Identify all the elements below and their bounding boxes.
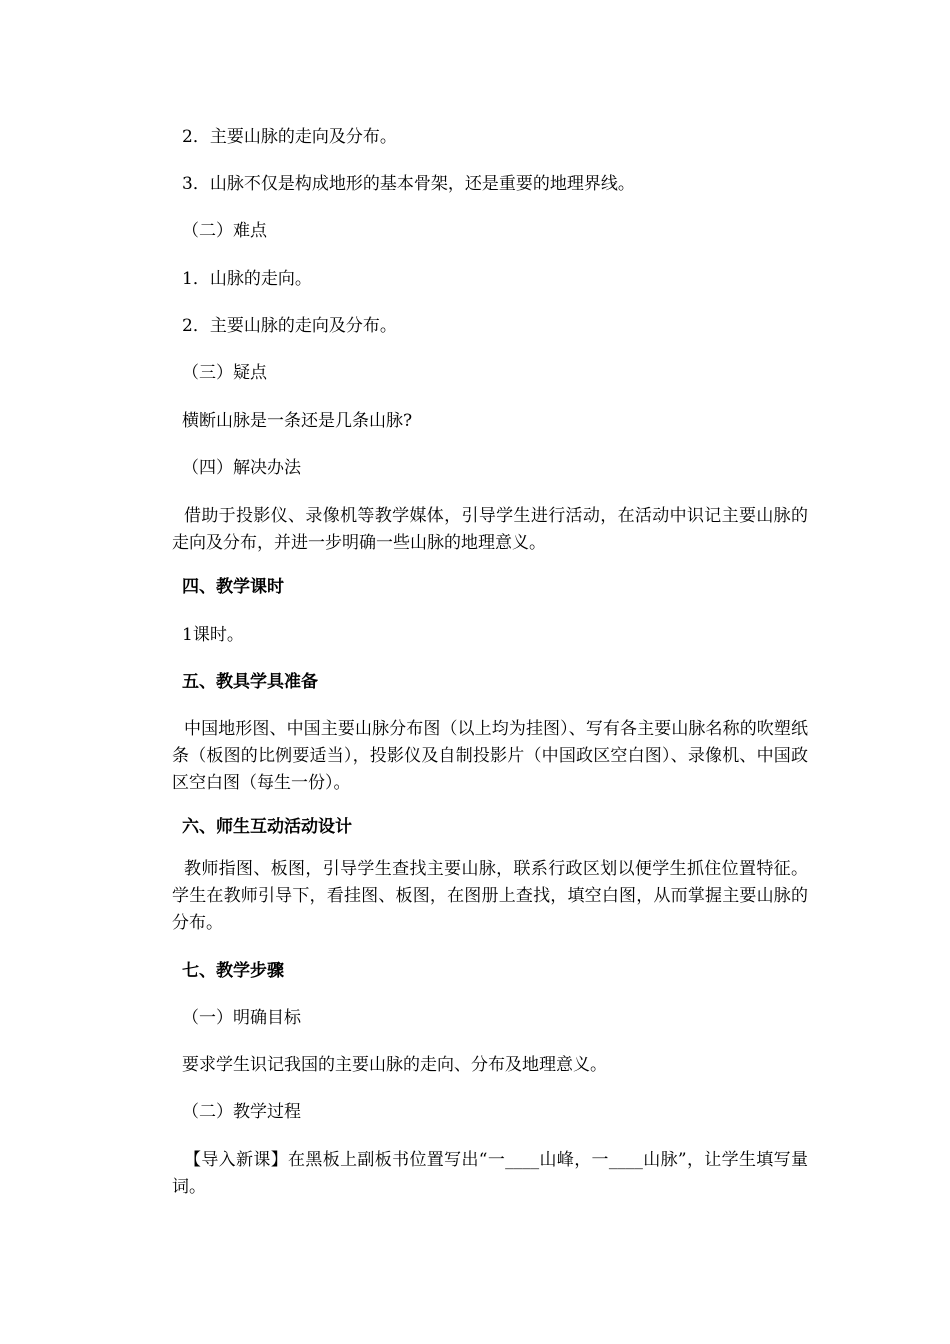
doubt-heading: （三）疑点 <box>182 363 267 383</box>
point-3-line: 3．山脉不仅是构成地形的基本骨架，还是重要的地理界线。 <box>182 174 635 194</box>
goal-text: 要求学生识记我国的主要山脉的走向、分布及地理意义。 <box>182 1055 607 1075</box>
materials-paragraph: 中国地形图、中国主要山脉分布图（以上均为挂图）、写有各主要山脉名称的吹塑纸条（板图的比例要适当），投影仪及自制投影片（中国政区空白图）、录像机、中国政区空白图（每生一份）。 <box>172 719 808 793</box>
section-heading-interaction: 六、师生互动活动设计 <box>182 817 352 837</box>
goal-heading: （一）明确目标 <box>182 1008 301 1028</box>
solution-paragraph: 借助于投影仪、录像机等教学媒体，引导学生进行活动，在活动中识记主要山脉的走向及分布，并进一步明确一些山脉的地理意义。 <box>172 506 808 553</box>
point-2-line: 2．主要山脉的走向及分布。 <box>182 127 397 147</box>
intro-paragraph: 【导入新课】在黑板上副板书位置写出“一____山峰，一____山脉”，让学生填写量词。 <box>172 1150 808 1197</box>
class-hours-text: 1课时。 <box>182 625 244 645</box>
difficulty-2-line: 2．主要山脉的走向及分布。 <box>182 316 397 336</box>
section-heading-steps: 七、教学步骤 <box>182 961 284 981</box>
section-heading-class-hours: 四、教学课时 <box>182 577 284 597</box>
doubt-text: 横断山脉是一条还是几条山脉? <box>182 411 413 431</box>
section-heading-materials: 五、教具学具准备 <box>182 672 318 692</box>
difficulty-heading: （二）难点 <box>182 221 267 241</box>
process-heading: （二）教学过程 <box>182 1102 301 1122</box>
solution-heading: （四）解决办法 <box>182 458 301 478</box>
difficulty-1-line: 1．山脉的走向。 <box>182 269 312 289</box>
interaction-paragraph: 教师指图、板图，引导学生查找主要山脉，联系行政区划以便学生抓住位置特征。学生在教师引导下，看挂图、板图，在图册上查找，填空白图，从而掌握主要山脉的分布。 <box>172 859 808 933</box>
